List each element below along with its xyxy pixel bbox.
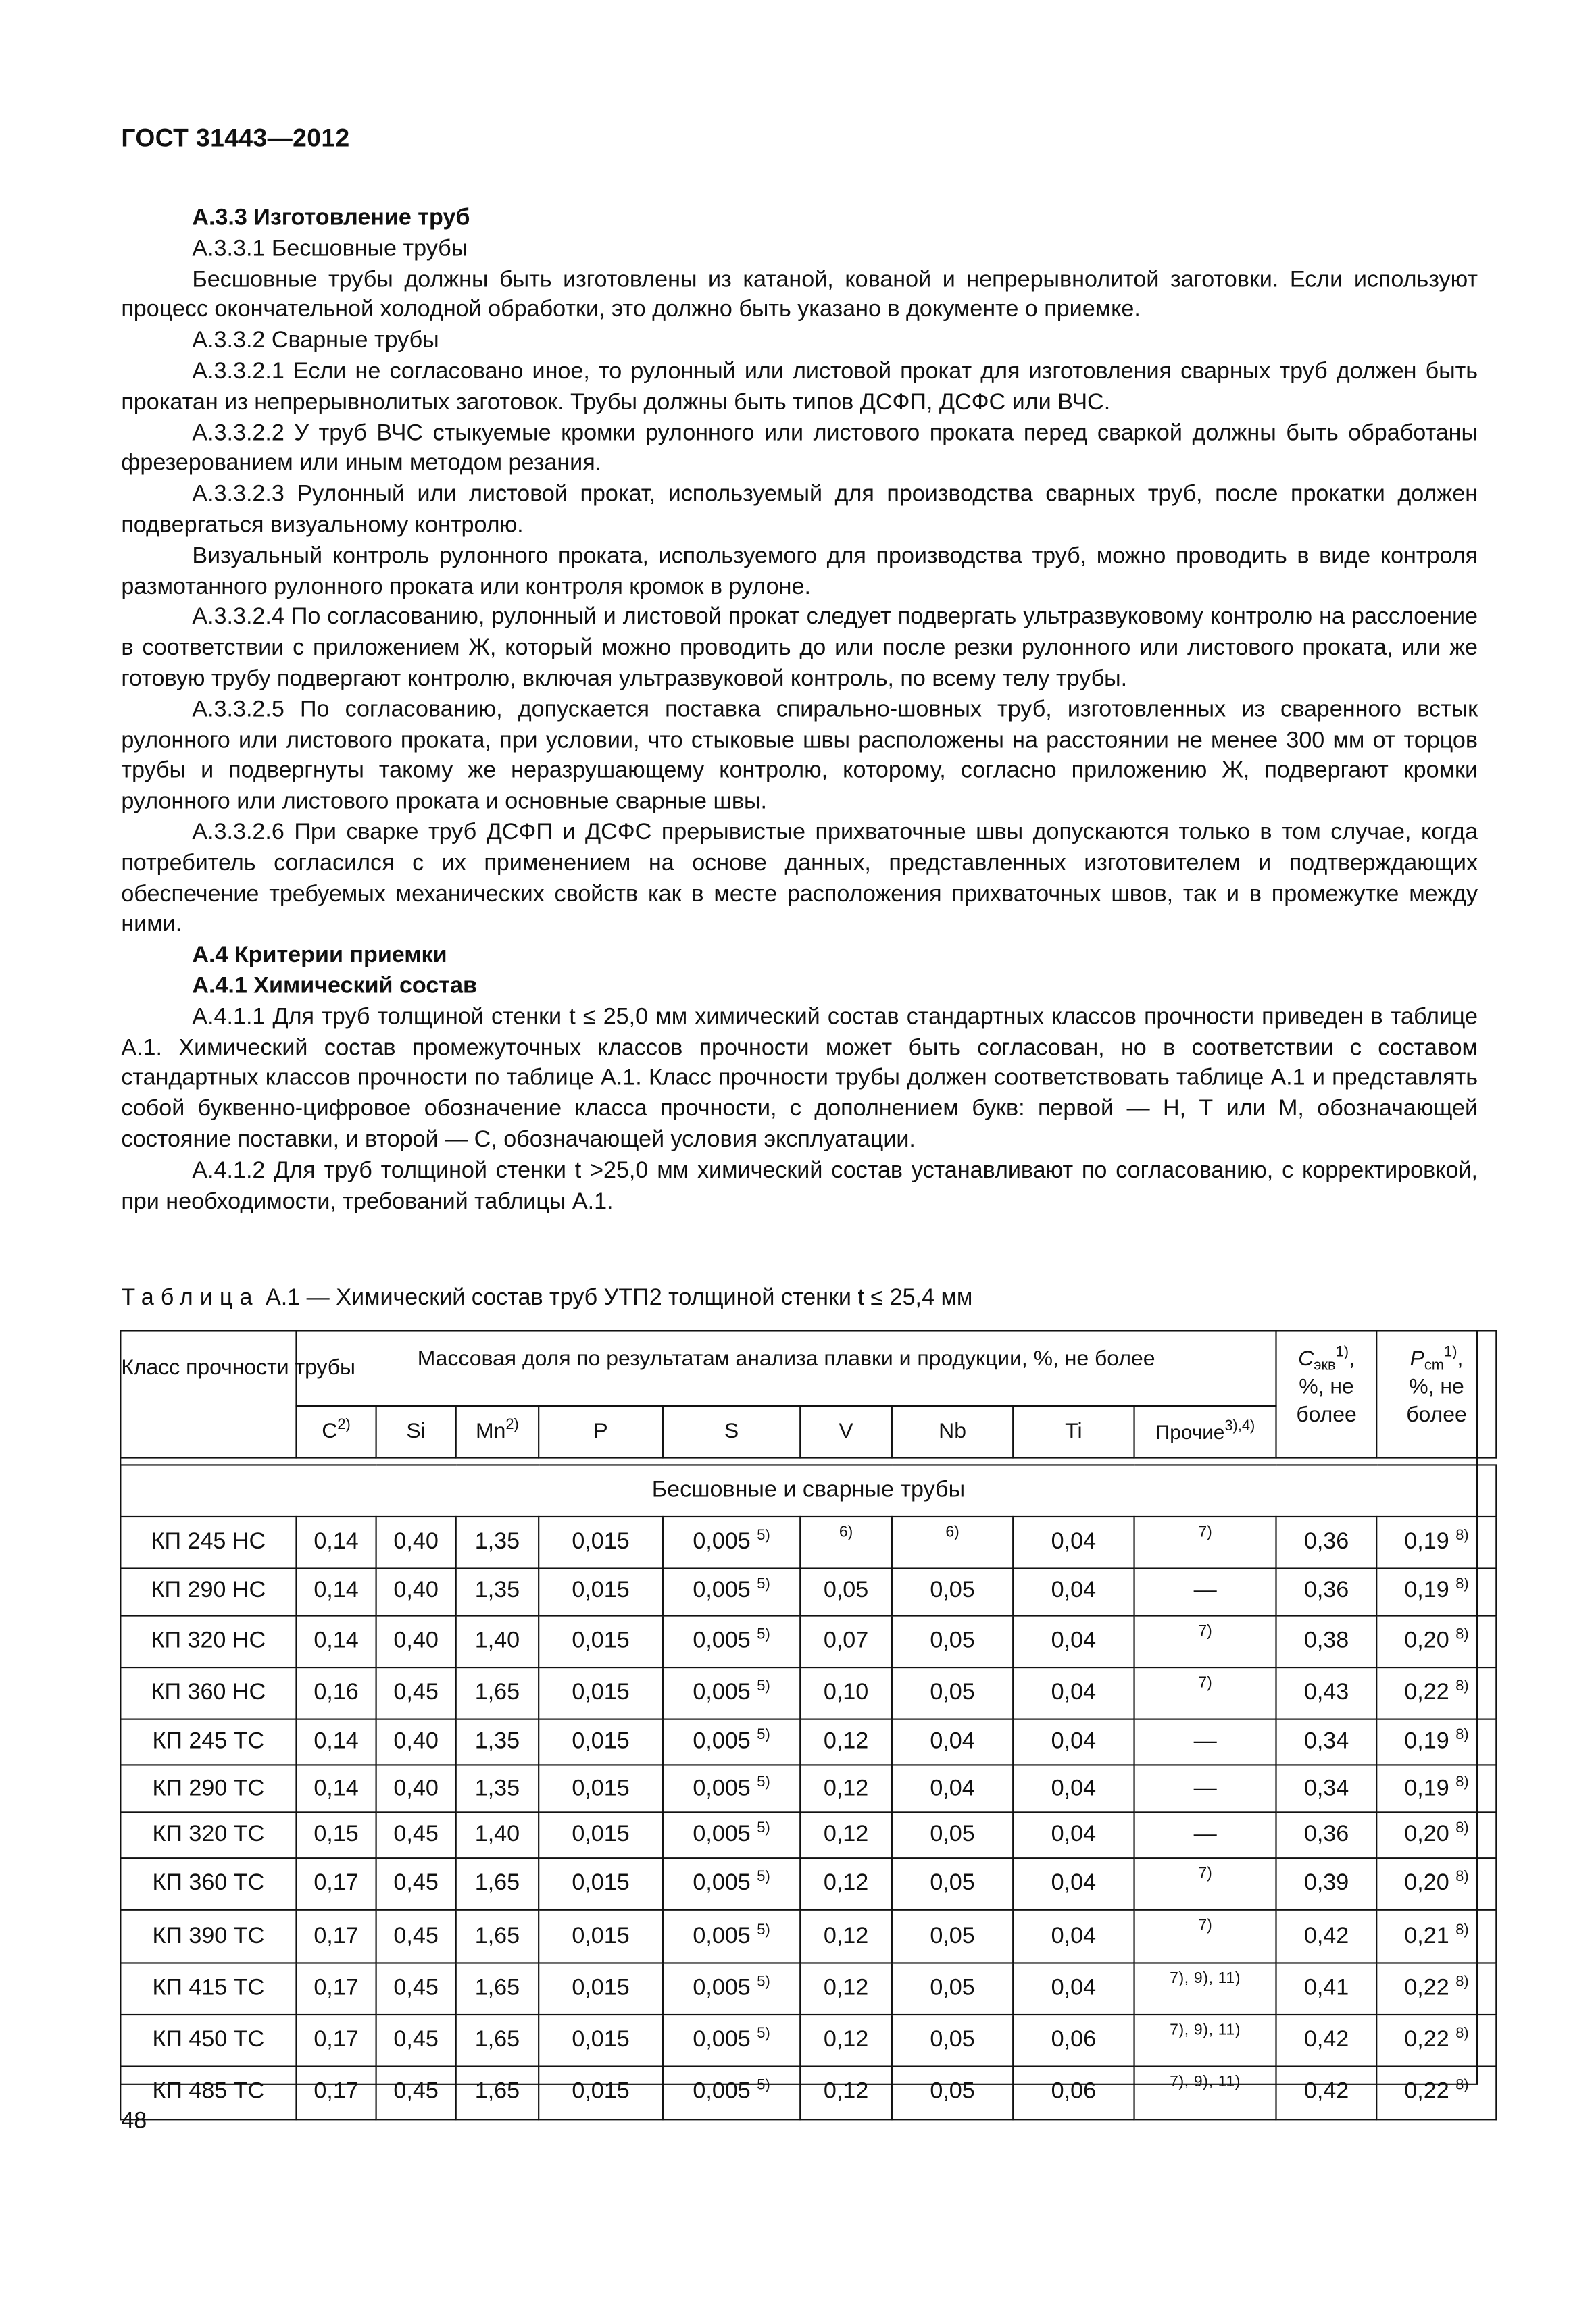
cell-p: 0,015	[539, 1812, 663, 1858]
chemical-composition-table	[120, 1330, 1497, 2119]
cell-class: КП 320 ТС	[120, 1812, 296, 1858]
col-header-mass-fraction: Массовая доля по результатам анализа плавки и продукции, %, не более	[297, 1330, 1276, 1406]
mn-label: Mn	[476, 1419, 506, 1443]
table-row	[120, 1569, 1496, 1615]
cell-class: КП 245 НС	[120, 1517, 296, 1569]
cell-c: 0,16	[297, 1667, 376, 1719]
cell-nb: 0,05	[892, 1615, 1013, 1667]
cell-class: КП 390 ТС	[120, 1911, 296, 1963]
cell-ti: 0,04	[1013, 1719, 1134, 1765]
cell-ceq: 0,42	[1276, 1911, 1377, 1963]
cell-class: КП 290 ТС	[120, 1765, 296, 1811]
cell-ti: 0,04	[1013, 1569, 1134, 1615]
table-row	[120, 1812, 1496, 1858]
ceq-unit: %, не более	[1296, 1376, 1357, 1428]
cell-pcm-value: 0,20	[1404, 1628, 1449, 1653]
cell-ti: 0,04	[1013, 1858, 1134, 1910]
cell-v: 0,12	[800, 1858, 892, 1910]
cell-c: 0,14	[297, 1615, 376, 1667]
cell-other: 7), 9), 11)	[1134, 2067, 1276, 2119]
cell-class: КП 360 ТС	[120, 1858, 296, 1910]
paragraph: А.4.1 Химический состав	[192, 974, 477, 999]
cell-s	[663, 1719, 800, 1765]
cell-ceq: 0,41	[1276, 1963, 1377, 2015]
cell-nb: 0,05	[892, 1812, 1013, 1858]
document-id: ГОСТ 31443—2012	[121, 124, 350, 153]
cell-si: 0,40	[376, 1517, 456, 1569]
cell-v: 0,12	[800, 1911, 892, 1963]
cell-pcm-note: 8)	[1455, 1728, 1469, 1744]
cell-si: 0,45	[376, 1963, 456, 2015]
paragraph: А.3.3.2.1 Если не согласовано иное, то рулонный или листовой прокат для изготовления сварных труб должен быть прокатан из непрерывнолитых заготовок. Трубы должны быть типов ДСФП, ДСФС или ВЧС.	[121, 359, 1478, 416]
col-header-other	[1134, 1406, 1276, 1458]
cell-mn: 1,35	[456, 1719, 539, 1765]
cell-s-note: 5)	[757, 1626, 770, 1643]
cell-c: 0,14	[297, 1569, 376, 1615]
cell-class: КП 450 ТС	[120, 2015, 296, 2067]
cell-c: 0,14	[297, 1719, 376, 1765]
cell-pcm	[1376, 1812, 1496, 1858]
cell-pcm	[1376, 1719, 1496, 1765]
cell-p: 0,015	[539, 1615, 663, 1667]
cell-nb: 6)	[892, 1517, 1013, 1569]
cell-nb: 0,05	[892, 1963, 1013, 2015]
cell-pcm-value: 0,19	[1404, 1729, 1449, 1755]
cell-ti: 0,06	[1013, 2015, 1134, 2067]
table-row	[120, 1517, 1496, 1569]
cell-si: 0,40	[376, 1569, 456, 1615]
table-caption-title: А.1 — Химический состав труб УТП2 толщиной стенки t ≤ 25,4 мм	[259, 1285, 973, 1311]
cell-ceq: 0,34	[1276, 1719, 1377, 1765]
cell-p: 0,015	[539, 1517, 663, 1569]
cell-pcm	[1376, 1911, 1496, 1963]
cell-ti: 0,04	[1013, 1911, 1134, 1963]
cell-s-note: 5)	[757, 2026, 770, 2042]
cell-ti: 0,04	[1013, 1517, 1134, 1569]
cell-v: 0,12	[800, 1963, 892, 2015]
cell-s	[663, 2067, 800, 2119]
cell-other: 7)	[1134, 1667, 1276, 1719]
cell-class: КП 415 ТС	[120, 1963, 296, 2015]
cell-pcm-note: 8)	[1455, 1820, 1469, 1837]
cell-p: 0,015	[539, 1765, 663, 1811]
cell-other: 7)	[1134, 1615, 1276, 1667]
cell-ti: 0,04	[1013, 1667, 1134, 1719]
cell-v: 0,07	[800, 1615, 892, 1667]
cell-p: 0,015	[539, 1667, 663, 1719]
pcm-unit: %, не более	[1406, 1376, 1467, 1428]
cell-other: 7), 9), 11)	[1134, 2015, 1276, 2067]
cell-s-note: 5)	[757, 1869, 770, 1886]
cell-s	[663, 1667, 800, 1719]
cell-nb: 0,04	[892, 1765, 1013, 1811]
cell-pcm-value: 0,22	[1404, 2027, 1449, 2053]
col-header-c	[297, 1406, 376, 1458]
cell-ceq: 0,42	[1276, 2015, 1377, 2067]
cell-c: 0,15	[297, 1812, 376, 1858]
cell-other: —	[1134, 1719, 1276, 1765]
cell-s-value: 0,005	[693, 2027, 751, 2053]
cell-s-value: 0,005	[693, 1775, 751, 1801]
col-header-si: Si	[376, 1406, 456, 1458]
cell-s-value: 0,005	[693, 1529, 751, 1555]
cell-pcm	[1376, 1615, 1496, 1667]
cell-pcm	[1376, 2067, 1496, 2119]
cell-ceq: 0,36	[1276, 1812, 1377, 1858]
col-header-mn	[456, 1406, 539, 1458]
cell-pcm-value: 0,21	[1404, 1923, 1449, 1948]
cell-p: 0,015	[539, 2015, 663, 2067]
cell-ceq: 0,36	[1276, 1517, 1377, 1569]
cell-mn: 1,35	[456, 1765, 539, 1811]
cell-mn: 1,65	[456, 1858, 539, 1910]
cell-s-note: 5)	[757, 1973, 770, 1990]
table-row	[120, 1911, 1496, 1963]
cell-mn: 1,65	[456, 2015, 539, 2067]
col-header-pcm: $P_{cm}^{1)}$, %, не более	[1376, 1330, 1496, 1457]
cell-nb: 0,05	[892, 2067, 1013, 2119]
cell-s-note: 5)	[757, 1528, 770, 1544]
table-row	[120, 2015, 1496, 2067]
paragraph: Визуальный контроль рулонного проката, используемого для производства труб, можно проводить в виде контроля размотанного рулонного проката или контроля кромок в рулоне.	[121, 543, 1478, 599]
cell-si: 0,45	[376, 1911, 456, 1963]
cell-class: КП 360 НС	[120, 1667, 296, 1719]
cell-s-value: 0,005	[693, 1923, 751, 1948]
cell-pcm-note: 8)	[1455, 1774, 1469, 1790]
cell-p: 0,015	[539, 1569, 663, 1615]
cell-s-note: 5)	[757, 1678, 770, 1695]
cell-pcm	[1376, 1858, 1496, 1910]
cell-ti: 0,04	[1013, 1765, 1134, 1811]
cell-ceq: 0,34	[1276, 1765, 1377, 1811]
table-section-title: Бесшовные и сварные трубы	[120, 1465, 1496, 1517]
cell-v: 0,05	[800, 1569, 892, 1615]
cell-s-value: 0,005	[693, 1578, 751, 1604]
cell-si: 0,45	[376, 1812, 456, 1858]
cell-other: —	[1134, 1765, 1276, 1811]
col-header-v: V	[800, 1406, 892, 1458]
paragraph: А.3.3 Изготовление труб	[192, 205, 470, 231]
cell-p: 0,015	[539, 1858, 663, 1910]
cell-nb: 0,05	[892, 1911, 1013, 1963]
cell-c: 0,17	[297, 2067, 376, 2119]
cell-mn: 1,35	[456, 1517, 539, 1569]
table-caption-label: Таблица	[121, 1285, 259, 1311]
cell-pcm-value: 0,22	[1404, 2080, 1449, 2105]
paragraph: А.4.1.2 Для труб толщиной стенки t >25,0 мм химический состав устанавливают по согласованию, с корректировкой, при необходимости, требований таблицы А.1.	[121, 1157, 1478, 1214]
table-row	[120, 1719, 1496, 1765]
cell-si: 0,45	[376, 1858, 456, 1910]
c-label: C	[322, 1419, 338, 1443]
paragraph: А.3.3.2.3 Рулонный или листовой прокат, используемый для производства сварных труб, после прокатки должен подвергаться визуальному контролю.	[121, 482, 1478, 538]
col-header-ti: Ti	[1013, 1406, 1134, 1458]
cell-s	[663, 1858, 800, 1910]
table-row	[120, 2067, 1496, 2119]
cell-s-value: 0,005	[693, 1680, 751, 1705]
cell-si: 0,45	[376, 2015, 456, 2067]
cell-si: 0,40	[376, 1719, 456, 1765]
cell-c: 0,17	[297, 1911, 376, 1963]
body-text	[121, 204, 1478, 1218]
cell-s	[663, 1517, 800, 1569]
paragraph: А.3.3.1 Бесшовные трубы	[192, 236, 468, 261]
cell-mn: 1,65	[456, 1667, 539, 1719]
cell-pcm	[1376, 1667, 1496, 1719]
cell-c: 0,14	[297, 1765, 376, 1811]
pcm-symbol: P	[1410, 1347, 1424, 1372]
table-caption	[121, 1286, 972, 1312]
cell-p: 0,015	[539, 2067, 663, 2119]
cell-s-note: 5)	[757, 1820, 770, 1837]
cell-pcm-note: 8)	[1455, 2078, 1469, 2094]
cell-pcm-note: 8)	[1455, 1678, 1469, 1695]
cell-mn: 1,35	[456, 1569, 539, 1615]
cell-class: КП 245 ТС	[120, 1719, 296, 1765]
ceq-symbol: C	[1298, 1347, 1314, 1372]
cell-pcm-value: 0,19	[1404, 1578, 1449, 1604]
cell-s-value: 0,005	[693, 2080, 751, 2105]
cell-nb: 0,05	[892, 1858, 1013, 1910]
table-row	[120, 1765, 1496, 1811]
cell-s-note: 5)	[757, 1921, 770, 1938]
cell-p: 0,015	[539, 1911, 663, 1963]
cell-class: КП 290 НС	[120, 1569, 296, 1615]
cell-mn: 1,65	[456, 2067, 539, 2119]
cell-s-value: 0,005	[693, 1729, 751, 1755]
cell-c: 0,14	[297, 1517, 376, 1569]
cell-pcm-value: 0,19	[1404, 1529, 1449, 1555]
cell-s	[663, 1963, 800, 2015]
cell-s-note: 5)	[757, 1728, 770, 1744]
paragraph: А.4 Критерии приемки	[192, 942, 447, 968]
cell-v: 0,12	[800, 1812, 892, 1858]
cell-s-value: 0,005	[693, 1628, 751, 1653]
col-header-ceq: $C_{экв}^{1)}$, %, не более	[1276, 1330, 1377, 1457]
cell-other: 7)	[1134, 1517, 1276, 1569]
cell-s-note: 5)	[757, 1774, 770, 1790]
paragraph: А.4.1.1 Для труб толщиной стенки t ≤ 25,0 мм химический состав стандартных классов прочности приведен в таблице А.1. Химический состав промежуточных классов прочности может быть согласован, но в соответствии с составом стандартных классов прочности по таблице А.1. Класс прочности трубы должен соответствовать таблице А.1 и представлять собой буквенно-цифровое обозначение класса прочности, с дополнением букв: первой — Н, Т или М, обозначающей состояние поставки, и второй — С, обозначающей условия эксплуатации.	[121, 1004, 1478, 1153]
cell-nb: 0,04	[892, 1719, 1013, 1765]
cell-pcm	[1376, 1765, 1496, 1811]
table-row	[120, 1963, 1496, 2015]
cell-pcm	[1376, 2015, 1496, 2067]
cell-si: 0,45	[376, 2067, 456, 2119]
cell-ceq: 0,42	[1276, 2067, 1377, 2119]
cell-v: 0,12	[800, 1719, 892, 1765]
cell-p: 0,015	[539, 1719, 663, 1765]
cell-pcm	[1376, 1963, 1496, 2015]
cell-ti: 0,06	[1013, 2067, 1134, 2119]
paragraph: Бесшовные трубы должны быть изготовлены из катаной, кованой и непрерывнолитой заготовки. Если используют процесс окончательной холодной обработки, это должно быть указано в документе о приемке.	[121, 266, 1478, 323]
cell-class: КП 485 ТС	[120, 2067, 296, 2119]
cell-ceq: 0,36	[1276, 1569, 1377, 1615]
page-number: 48	[121, 2108, 147, 2134]
cell-nb: 0,05	[892, 1667, 1013, 1719]
col-header-s: S	[663, 1406, 800, 1458]
cell-ceq: 0,39	[1276, 1858, 1377, 1910]
cell-v: 0,12	[800, 2015, 892, 2067]
cell-ti: 0,04	[1013, 1615, 1134, 1667]
cell-v: 0,12	[800, 2067, 892, 2119]
cell-c: 0,17	[297, 2015, 376, 2067]
cell-other: 7), 9), 11)	[1134, 1963, 1276, 2015]
cell-ceq: 0,43	[1276, 1667, 1377, 1719]
col-header-class: Класс прочности трубы	[120, 1330, 296, 1457]
cell-pcm-note: 8)	[1455, 1973, 1469, 1990]
paragraph: А.3.3.2.6 При сварке труб ДСФП и ДСФС прерывистые прихваточные швы допускаются только в том случае, когда потребитель согласился с их применением на основе данных, представленных изготовителем и подтверждающих обеспечение требуемых механических свойств как в месте расположения прихваточных швов, так и в промежутке между ними.	[121, 820, 1478, 938]
cell-ceq: 0,38	[1276, 1615, 1377, 1667]
cell-s	[663, 1615, 800, 1667]
table-row	[120, 1667, 1496, 1719]
cell-pcm-value: 0,20	[1404, 1821, 1449, 1847]
cell-mn: 1,65	[456, 1963, 539, 2015]
mn-note: 2)	[505, 1416, 519, 1433]
cell-v: 6)	[800, 1517, 892, 1569]
pcm-subscript: cm	[1424, 1357, 1445, 1374]
cell-c: 0,17	[297, 1963, 376, 2015]
cell-s-note: 5)	[757, 2078, 770, 2094]
cell-s	[663, 1911, 800, 1963]
cell-mn: 1,40	[456, 1812, 539, 1858]
cell-other: —	[1134, 1569, 1276, 1615]
paragraph: А.3.3.2.5 По согласованию, допускается поставка спирально-шовных труб, изготовленных из сваренного встык рулонного или листового проката, при условии, что стыковые швы расположены на расстоянии не менее 300 мм от торцов трубы и подвергнуты такому же неразрушающему контролю, которому, согласно приложению Ж, подвергают кромки рулонного или листового проката и основные сварные швы.	[121, 697, 1478, 815]
cell-mn: 1,40	[456, 1615, 539, 1667]
cell-nb: 0,05	[892, 1569, 1013, 1615]
cell-c: 0,17	[297, 1858, 376, 1910]
cell-si: 0,40	[376, 1615, 456, 1667]
cell-mn: 1,65	[456, 1911, 539, 1963]
other-label: Прочие	[1155, 1420, 1225, 1443]
cell-s-note: 5)	[757, 1577, 770, 1594]
cell-s-value: 0,005	[693, 1871, 751, 1896]
cell-pcm	[1376, 1517, 1496, 1569]
other-note: 3),4)	[1224, 1417, 1255, 1434]
cell-s-value: 0,005	[693, 1975, 751, 2001]
ceq-note: 1)	[1335, 1344, 1349, 1361]
paragraph: А.3.3.2.4 По согласованию, рулонный и листовой прокат следует подвергать ультразвуковому контролю на расслоение в соответствии с приложением Ж, который можно проводить до или после резки рулонного или листового проката, или же готовую трубу подвергают контролю, включая ультразвуковой контроль, по всему телу трубы.	[121, 605, 1478, 692]
cell-s	[663, 1812, 800, 1858]
table-row	[120, 1858, 1496, 1910]
cell-nb: 0,05	[892, 2015, 1013, 2067]
cell-s	[663, 1569, 800, 1615]
cell-v: 0,12	[800, 1765, 892, 1811]
cell-pcm-note: 8)	[1455, 1921, 1469, 1938]
cell-p: 0,015	[539, 1963, 663, 2015]
cell-v: 0,10	[800, 1667, 892, 1719]
c-note: 2)	[337, 1416, 351, 1433]
cell-si: 0,45	[376, 1667, 456, 1719]
cell-pcm-note: 8)	[1455, 1528, 1469, 1544]
cell-s	[663, 1765, 800, 1811]
cell-other: —	[1134, 1812, 1276, 1858]
pcm-note: 1)	[1444, 1344, 1457, 1361]
cell-ti: 0,04	[1013, 1963, 1134, 2015]
col-header-p: P	[539, 1406, 663, 1458]
cell-pcm-note: 8)	[1455, 2026, 1469, 2042]
cell-pcm-note: 8)	[1455, 1869, 1469, 1886]
cell-pcm-value: 0,22	[1404, 1680, 1449, 1705]
cell-other: 7)	[1134, 1911, 1276, 1963]
cell-other: 7)	[1134, 1858, 1276, 1910]
paragraph: А.3.3.2 Сварные трубы	[192, 328, 439, 354]
cell-s-value: 0,005	[693, 1821, 751, 1847]
cell-s	[663, 2015, 800, 2067]
cell-ti: 0,04	[1013, 1812, 1134, 1858]
cell-class: КП 320 НС	[120, 1615, 296, 1667]
cell-pcm-note: 8)	[1455, 1626, 1469, 1643]
paragraph: А.3.3.2.2 У труб ВЧС стыкуемые кромки рулонного или листового проката перед сваркой должны быть обработаны фрезерованием или иным методом резания.	[121, 420, 1478, 477]
ceq-subscript: экв	[1314, 1357, 1336, 1374]
cell-pcm-value: 0,20	[1404, 1871, 1449, 1896]
cell-pcm-value: 0,22	[1404, 1975, 1449, 2001]
table-row	[120, 1615, 1496, 1667]
cell-si: 0,40	[376, 1765, 456, 1811]
col-header-nb: Nb	[892, 1406, 1013, 1458]
cell-pcm	[1376, 1569, 1496, 1615]
cell-pcm-value: 0,19	[1404, 1775, 1449, 1801]
cell-pcm-note: 8)	[1455, 1577, 1469, 1594]
